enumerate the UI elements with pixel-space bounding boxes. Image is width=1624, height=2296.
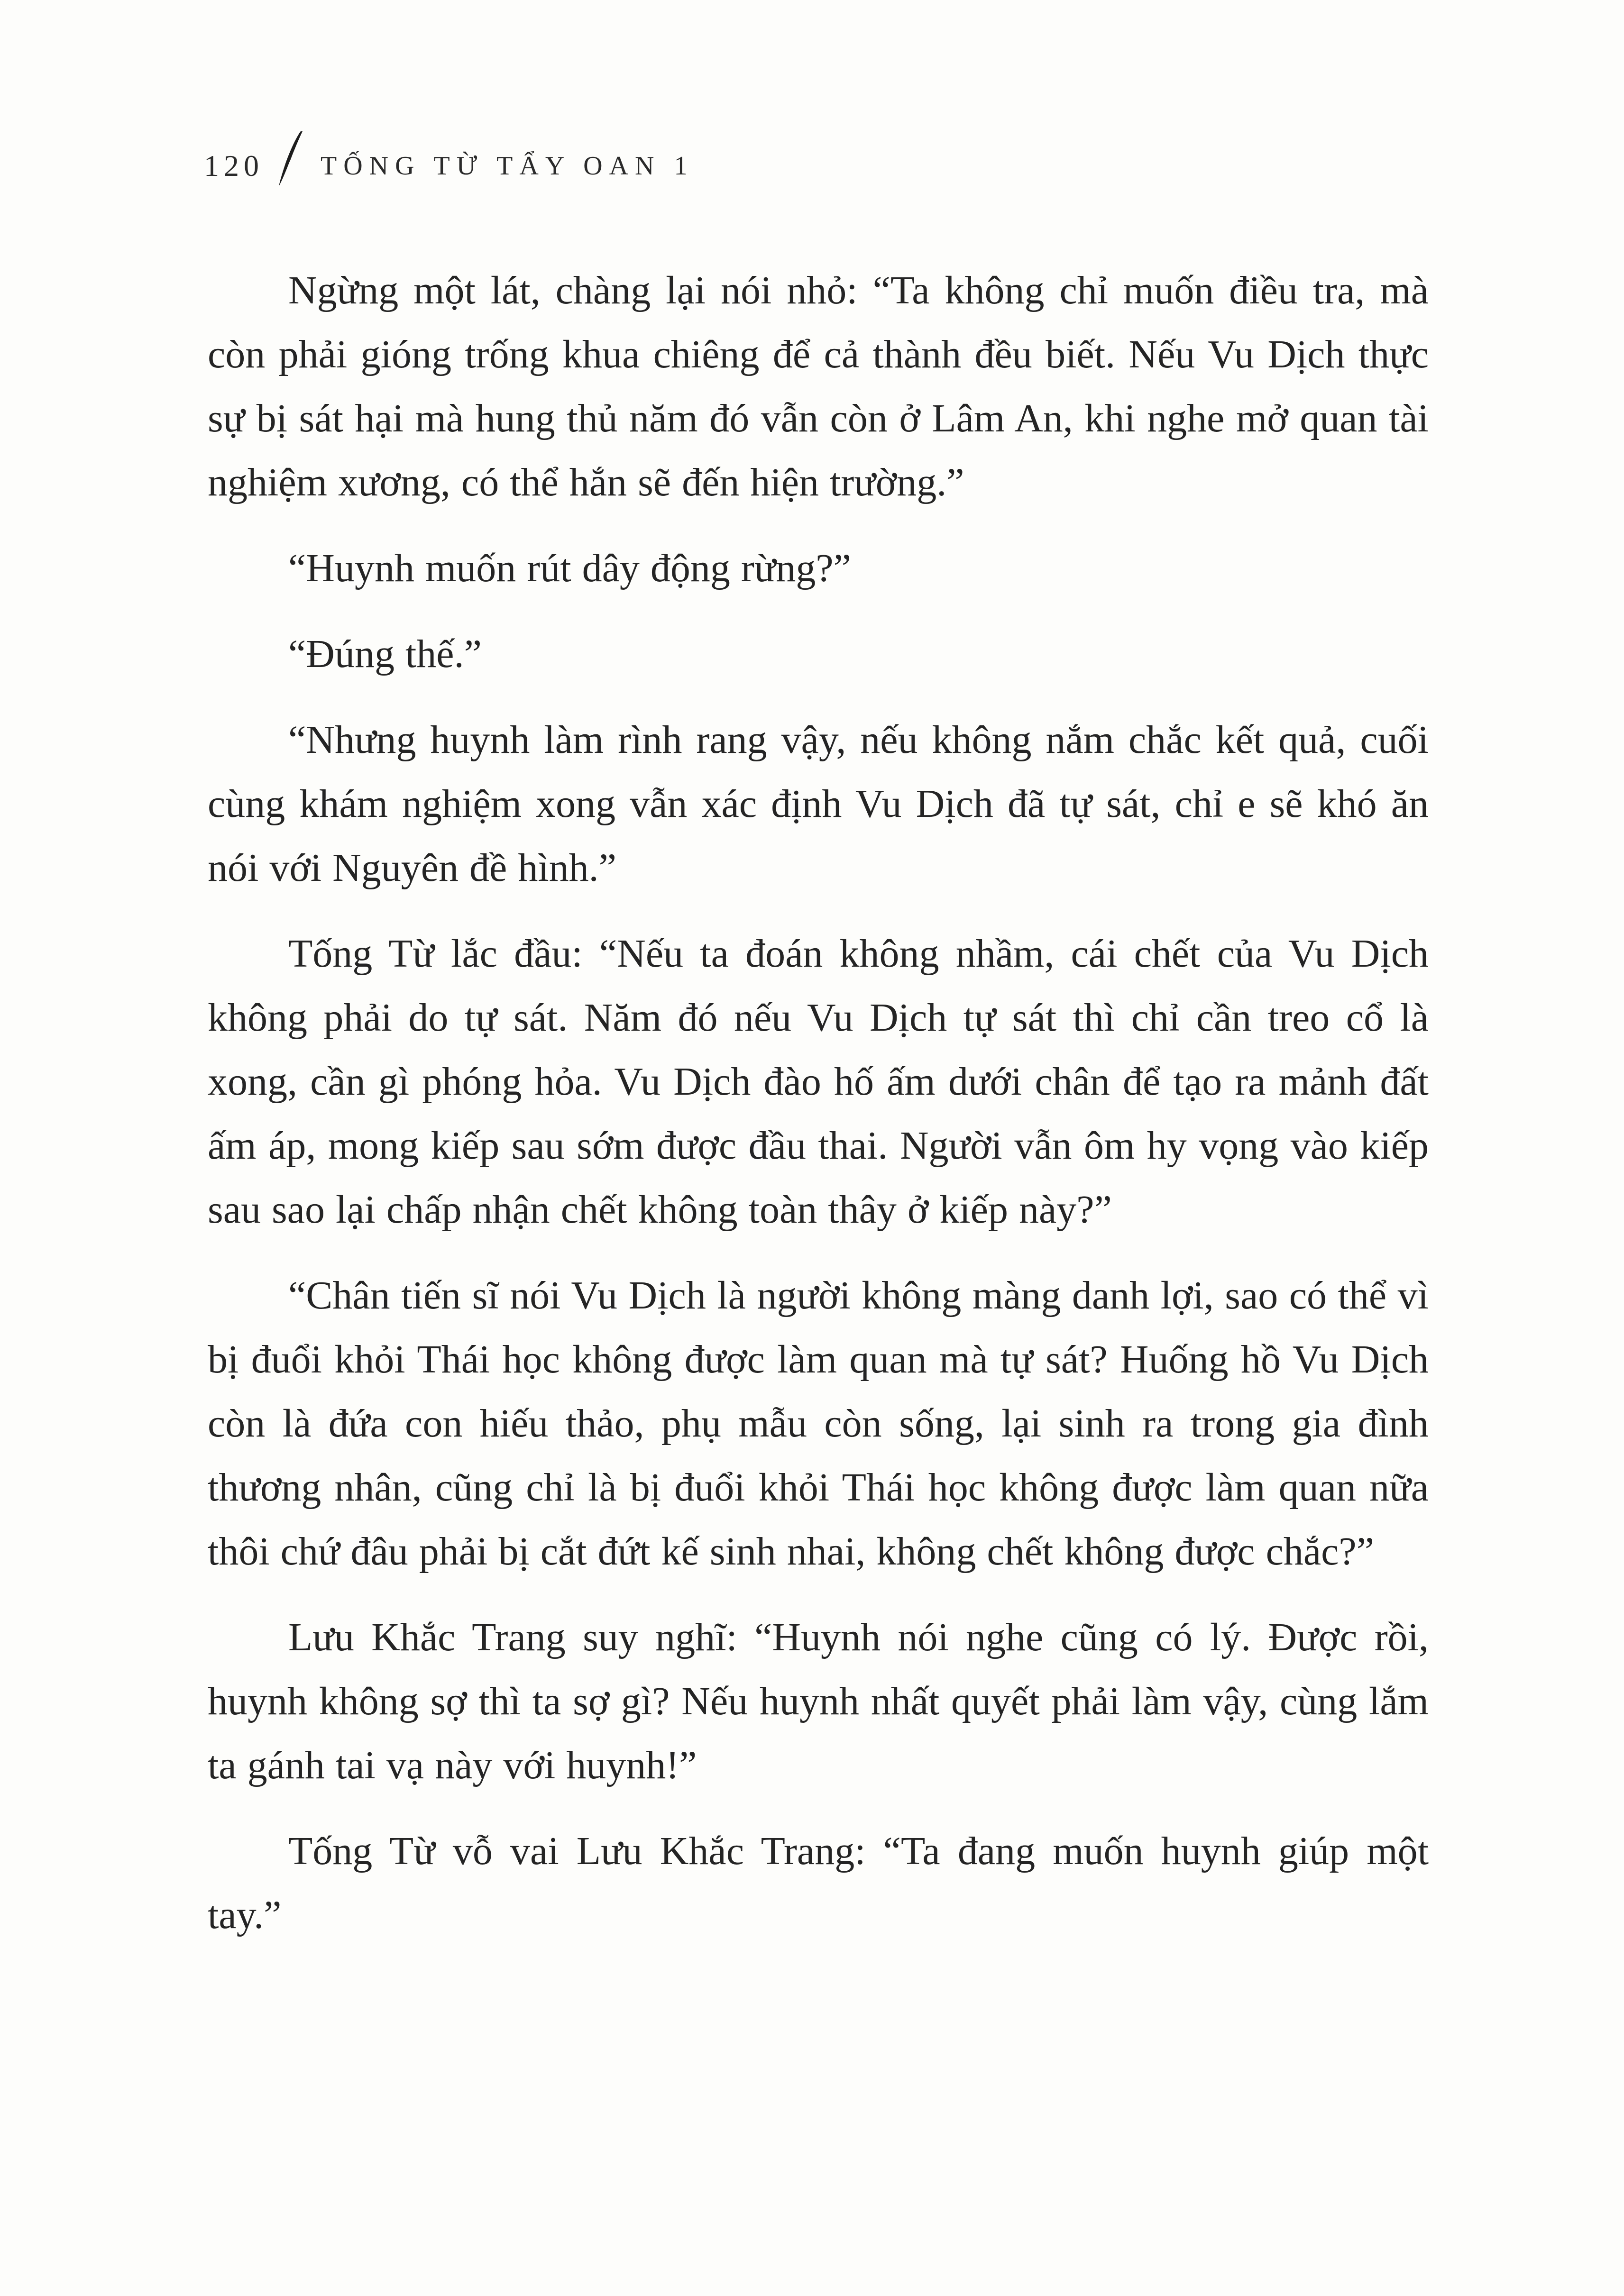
quill-stroke-icon (277, 130, 305, 187)
paragraph: “Đúng thế.” (288, 632, 482, 676)
book-title: TỐNG TỪ TẨY OAN 1 (321, 151, 694, 181)
paragraph: “Chân tiến sĩ nói Vu Dịch là người không màng danh lợi, sao có thể vì bị đuổi khỏi Thái học không được làm quan mà tự sát? Huống hồ Vu Dịch còn là đứa con hiếu thảo, phụ mẫu còn sống, lại sinh ra trong gia đình thương nhân, cũng chỉ là bị đuổi khỏi Thái học không được làm quan nữa thôi chứ đâu phải bị cắt đứt kế sinh nhai, không chết không được chắc?” (208, 1273, 1429, 1573)
page-body-text (208, 258, 1429, 1969)
paragraph: Lưu Khắc Trang suy nghĩ: “Huynh nói nghe cũng có lý. Được rồi, huynh không sợ thì ta sợ gì? Nếu huynh nhất quyết phải làm vậy, cùng lắm ta gánh tai vạ này với huynh!” (208, 1615, 1429, 1787)
paragraph: Tống Từ vỗ vai Lưu Khắc Trang: “Ta đang muốn huynh giúp một tay.” (208, 1829, 1429, 1937)
paragraph: Tống Từ lắc đầu: “Nếu ta đoán không nhầm, cái chết của Vu Dịch không phải do tự sát. Năm đó nếu Vu Dịch tự sát thì chỉ cần treo cổ là xong, cần gì phóng hỏa. Vu Dịch đào hố ấm dưới chân để tạo ra mảnh đất ấm áp, mong kiếp sau sớm được đầu thai. Người vẫn ôm hy vọng vào kiếp sau sao lại chấp nhận chết không toàn thây ở kiếp này?” (208, 932, 1429, 1232)
running-header (204, 145, 694, 187)
paragraph: “Nhưng huynh làm rình rang vậy, nếu không nắm chắc kết quả, cuối cùng khám nghiệm xong vẫn xác định Vu Dịch đã tự sát, chỉ e sẽ khó ăn nói với Nguyên đề hình.” (208, 718, 1429, 890)
paragraph: “Huynh muốn rút dây động rừng?” (288, 546, 851, 590)
page-number: 120 (204, 149, 264, 183)
paragraph: Ngừng một lát, chàng lại nói nhỏ: “Ta không chỉ muốn điều tra, mà còn phải gióng trống khua chiêng để cả thành đều biết. Nếu Vu Dịch thực sự bị sát hại mà hung thủ năm đó vẫn còn ở Lâm An, khi nghe mở quan tài nghiệm xương, có thể hắn sẽ đến hiện trường.” (208, 268, 1429, 504)
